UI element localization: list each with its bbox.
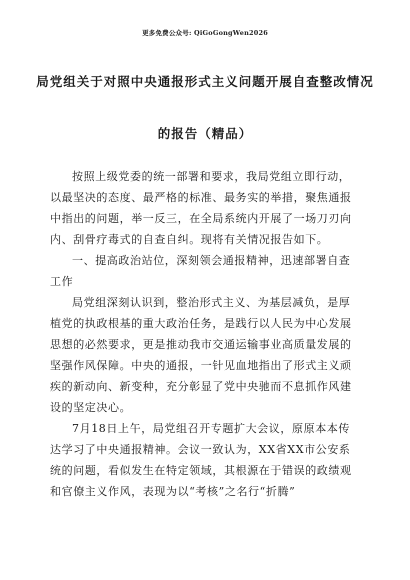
- paragraph-section-1: 局党组深刻认识到，整治形式主义、为基层减负，是厚植党的执政根基的重大政治任务，是践行以人民为中心发展思想的必然要求，更是推动我市交通运输事业高质量发展的坚强作风保障。中央的通报，一针见血地指出了形式主义顽疾的新动向、新变种，充分彰显了党中央驰而不息抓作风建设的坚定决心。: [50, 296, 352, 414]
- paragraph-meeting: 7月18日上午，局党组召开专题扩大会议，原原本本传达学习了中央通报精神。会议一致认为，XX省XX市公安系统的问题，看似发生在特定领域，其根源在于错误的政绩观和官僚主义作风，表现为以“考核”之名行“折腾”: [50, 422, 352, 498]
- document-body: [50, 166, 358, 502]
- section-heading-1: 一、提高政治站位，深刻领会通报精神，迅速部署自查工作: [50, 254, 351, 288]
- document-subtitle: 的报告（精品）: [157, 126, 253, 141]
- document-title: 局党组关于对照中央通报形式主义问题开展自查整改情况: [36, 74, 374, 89]
- page-header-note: 更多免费公众号: QiGoGongWen2026: [142, 29, 268, 37]
- paragraph-intro: 按照上级党委的统一部署和要求，我局党组立即行动，以最坚决的态度、最严格的标准、最务实的举措，聚焦通报中指出的问题，举一反三，在全局系统内开展了一场刀刃向内、刮骨疗毒式的自查自纠。现将有关情况报告如下。: [50, 170, 352, 246]
